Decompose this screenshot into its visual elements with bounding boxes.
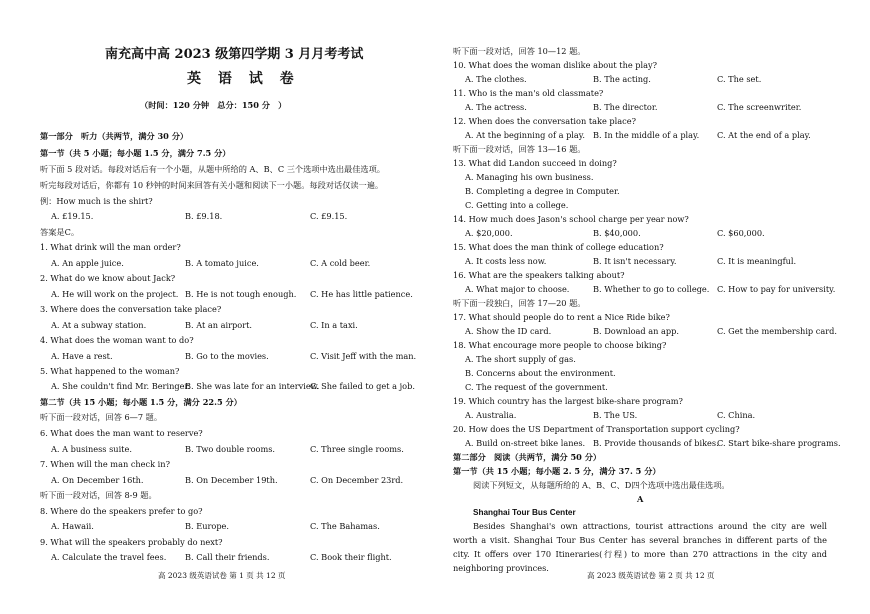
listen-8-9: 听下面一段对话，回答 8-9 题。: [40, 490, 157, 500]
question-15: 15. What does the man think of college education?: [453, 242, 664, 252]
option-b: B. It isn't necessary.: [593, 256, 677, 266]
question-2: 2. What do we know about Jack?: [40, 273, 176, 283]
question-8: 8. Where do the speakers prefer to go?: [40, 506, 203, 516]
option-a: A. An apple juice.: [51, 258, 124, 268]
option-c: C. Getting into a college.: [465, 200, 569, 210]
option-c: C. She failed to get a job.: [310, 381, 415, 391]
option-b: B. A tomato juice.: [185, 258, 259, 268]
question-20: 20. How does the US Department of Transportation support cycling?: [453, 424, 740, 434]
example-question: 例：How much is the shirt?: [40, 196, 153, 206]
option-a: A. The clothes.: [465, 74, 527, 84]
option-c: C. The Bahamas.: [310, 521, 380, 531]
option-a: A. He will work on the project.: [51, 289, 179, 299]
part-1-heading: 第一部分 听力（共两节，满分 30 分）: [40, 131, 189, 141]
option-a: A. Have a rest.: [51, 351, 113, 361]
option-b: B. Provide thousands of bikes.: [593, 438, 719, 448]
option-c: C. The set.: [717, 74, 762, 84]
question-17: 17. What should people do to rent a Nice Ride bike?: [453, 312, 670, 322]
section-1-heading: 第一节（共 5 小题；每小题 1.5 分，满分 7.5 分）: [40, 148, 231, 158]
option-b: B. In the middle of a play.: [593, 130, 700, 140]
option-a: A. At a subway station.: [51, 320, 147, 330]
option-c: C. A cold beer.: [310, 258, 371, 268]
question-5: 5. What happened to the woman?: [40, 366, 180, 376]
part-2-heading: 第二部分 阅读（共两节，满分 50 分）: [453, 452, 602, 462]
question-9: 9. What will the speakers probably do next?: [40, 537, 223, 547]
option-a: A. Build on-street bike lanes.: [465, 438, 586, 448]
option-c: C. He has little patience.: [310, 289, 413, 299]
question-4: 4. What does the woman want to do?: [40, 335, 194, 345]
question-14: 14. How much does Jason's school charge per year now?: [453, 214, 689, 224]
option-b: B. Completing a degree in Computer.: [465, 186, 620, 196]
option-b: B. £9.18.: [185, 211, 223, 221]
passage-title: Shanghai Tour Bus Center: [473, 508, 576, 517]
option-a: A. The short supply of gas.: [465, 354, 576, 364]
option-c: C. How to pay for university.: [717, 284, 836, 294]
question-6: 6. What does the man want to reserve?: [40, 428, 203, 438]
option-c: C. Get the membership card.: [717, 326, 838, 336]
question-13: 13. What did Landon succeed in doing?: [453, 158, 617, 168]
page-2: [435, 0, 870, 614]
option-b: B. Go to the movies.: [185, 351, 269, 361]
option-b: B. Two double rooms.: [185, 444, 276, 454]
option-a: A. Calculate the travel fees.: [51, 552, 167, 562]
reading-section-1-heading: 第一节（共 15 小题；每小题 2. 5 分，满分 37. 5 分）: [453, 466, 661, 476]
option-b: B. Europe.: [185, 521, 230, 531]
option-c: C. Visit Jeff with the man.: [310, 351, 417, 361]
option-c: C. China.: [717, 410, 756, 420]
question-10: 10. What does the woman dislike about the play?: [453, 60, 658, 70]
question-12: 12. When does the conversation take place?: [453, 116, 636, 126]
option-c: C. In a taxi.: [310, 320, 358, 330]
exam-title: 南充高中高 2023 级第四学期 3 月月考考试: [105, 47, 364, 62]
option-b: B. The director.: [593, 102, 658, 112]
option-a: A. A business suite.: [51, 444, 132, 454]
option-b: B. On December 19th.: [185, 475, 278, 485]
reading-instructions: 阅读下列短文，从每题所给的 A、B、C、D四个选项中选出最佳选项。: [473, 480, 730, 490]
question-16: 16. What are the speakers talking about?: [453, 270, 625, 280]
exam-subtitle: 英 语 试 卷: [187, 71, 300, 87]
page-footer: 高 2023 级英语试卷 第 2 页 共 12 页: [587, 571, 715, 580]
option-a: A. Hawaii.: [51, 521, 94, 531]
instructions-line-1: 听下面 5 段对话。每段对话后有一个小题，从题中所给的 A、B、C 三个选项中选出最佳选项。: [40, 164, 385, 174]
option-c: C. The request of the government.: [465, 382, 608, 392]
question-11: 11. Who is the man's old classmate?: [453, 88, 604, 98]
option-a: A. Australia.: [465, 410, 517, 420]
listen-6-7: 听下面一段对话，回答 6—7 题。: [40, 412, 163, 422]
option-b: B. The US.: [593, 410, 638, 420]
example-answer: 答案是C。: [40, 227, 80, 237]
option-a: A. $20,000.: [465, 228, 513, 238]
option-a: A. Show the ID card.: [465, 326, 552, 336]
option-c: C. On December 23rd.: [310, 475, 404, 485]
option-a: A. What major to choose.: [465, 284, 570, 294]
question-1: 1. What drink will the man order?: [40, 242, 181, 252]
option-b: B. Call their friends.: [185, 552, 270, 562]
question-18: 18. What encourage more people to choose biking?: [453, 340, 667, 350]
option-a: A. The actress.: [465, 102, 527, 112]
option-a: A. At the beginning of a play.: [465, 130, 585, 140]
option-a: A. She couldn't find Mr. Beringer.: [51, 381, 191, 391]
option-c: C. £9.15.: [310, 211, 348, 221]
passage-letter: A: [637, 494, 644, 504]
passage-body: Besides Shanghai's own attractions, tourist attractions around the city are well worth a visit. Shanghai Tour Bus Center has several branches in different parts of the city. It offers over 170 Itineraries(行程) to more than 270 attractions in the city and neighboring provinces.: [453, 521, 827, 573]
option-c: C. $60,000.: [717, 228, 765, 238]
option-c: C. The screenwriter.: [717, 102, 802, 112]
question-3: 3. Where does the conversation take place?: [40, 304, 222, 314]
option-c: C. Start bike-share programs.: [717, 438, 841, 448]
option-c: C. Book their flight.: [310, 552, 392, 562]
instructions-line-2: 听完每段对话后，你都有 10 秒钟的时间来回答有关小题和阅读下一小题。每段对话仅读一遍。: [40, 180, 384, 190]
option-a: A. It costs less now.: [465, 256, 547, 266]
option-a: A. On December 16th.: [51, 475, 144, 485]
listen-17-20: 听下面一段独白，回答 17—20 题。: [453, 298, 586, 308]
option-c: C. At the end of a play.: [717, 130, 811, 140]
listen-10-12: 听下面一段对话，回答 10—12 题。: [453, 46, 586, 56]
option-b: B. Download an app.: [593, 326, 679, 336]
option-b: B. He is not tough enough.: [185, 289, 297, 299]
question-7: 7. When will the man check in?: [40, 459, 170, 469]
option-a: A. £19.15.: [51, 211, 94, 221]
option-c: C. It is meaningful.: [717, 256, 797, 266]
option-b: B. The acting.: [593, 74, 651, 84]
section-2-heading: 第二节（共 15 小题；每小题 1.5 分，满分 22.5 分）: [40, 397, 242, 407]
question-19: 19. Which country has the largest bike-share program?: [453, 396, 683, 406]
option-b: B. At an airport.: [185, 320, 253, 330]
option-b: B. $40,000.: [593, 228, 641, 238]
option-c: C. Three single rooms.: [310, 444, 404, 454]
option-b: B. Concerns about the environment.: [465, 368, 616, 378]
option-b: B. She was late for an interview.: [185, 381, 320, 391]
time-info: （时间：120 分钟 总分：150 分 ）: [140, 100, 287, 110]
option-a: A. Managing his own business.: [465, 172, 594, 182]
listen-13-16: 听下面一段对话，回答 13—16 题。: [453, 144, 586, 154]
option-b: B. Whether to go to college.: [593, 284, 710, 294]
page-footer: 高 2023 级英语试卷 第 1 页 共 12 页: [158, 571, 286, 580]
